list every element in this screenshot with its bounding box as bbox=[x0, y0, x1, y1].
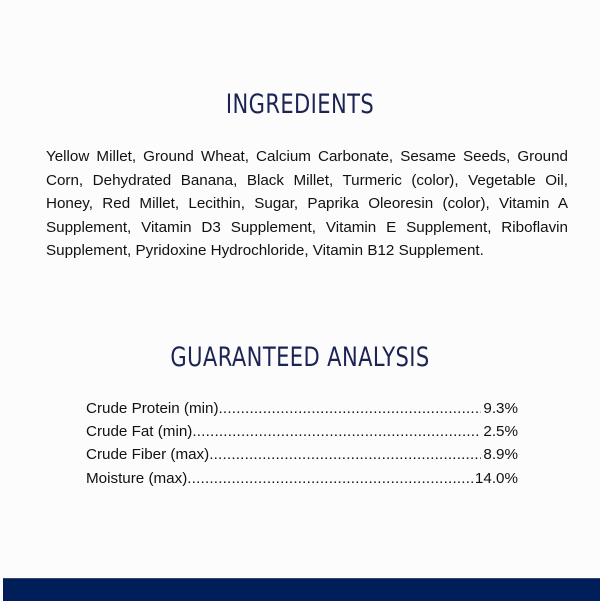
ingredients-list: Yellow Millet, Ground Wheat, Calcium Carbonate, Sesame Seeds, Ground Corn, Dehydrated Banana, Black Millet, Turmeric (color), Vegetable Oil, Honey, Red Millet, Lecithin, Sugar, Paprika Oleoresin (color), Vitamin A Supplement, Vitamin D3 Supplement, Vitamin E Supplement, Riboflavin Supplement, Pyridoxine Hydrochloride, Vitamin B12 Supplement. bbox=[46, 148, 568, 259]
analysis-row-crude-fat bbox=[86, 420, 518, 443]
guaranteed-analysis-heading: GUARANTEED ANALYSIS bbox=[170, 342, 430, 373]
ingredients-heading: INGREDIENTS bbox=[225, 89, 375, 120]
analysis-value: 8.9% bbox=[483, 446, 518, 464]
guaranteed-analysis-table bbox=[86, 397, 518, 490]
dot-leader bbox=[192, 420, 481, 443]
analysis-value: 9.3% bbox=[483, 400, 518, 417]
analysis-label: Crude Fiber (max) bbox=[86, 446, 210, 464]
analysis-row-moisture bbox=[86, 467, 518, 490]
dot-leader bbox=[219, 397, 482, 420]
analysis-row-crude-protein bbox=[86, 397, 518, 420]
analysis-value: 14.0% bbox=[474, 469, 518, 487]
analysis-label: Moisture (max) bbox=[86, 469, 188, 487]
dot-leader bbox=[209, 443, 481, 466]
analysis-value: 2.5% bbox=[483, 423, 518, 441]
footer-color-bar bbox=[3, 578, 600, 601]
analysis-label: Crude Protein (min) bbox=[86, 400, 219, 417]
analysis-row-crude-fiber bbox=[86, 443, 518, 466]
dot-leader bbox=[187, 467, 473, 490]
analysis-label: Crude Fat (min) bbox=[86, 423, 193, 441]
